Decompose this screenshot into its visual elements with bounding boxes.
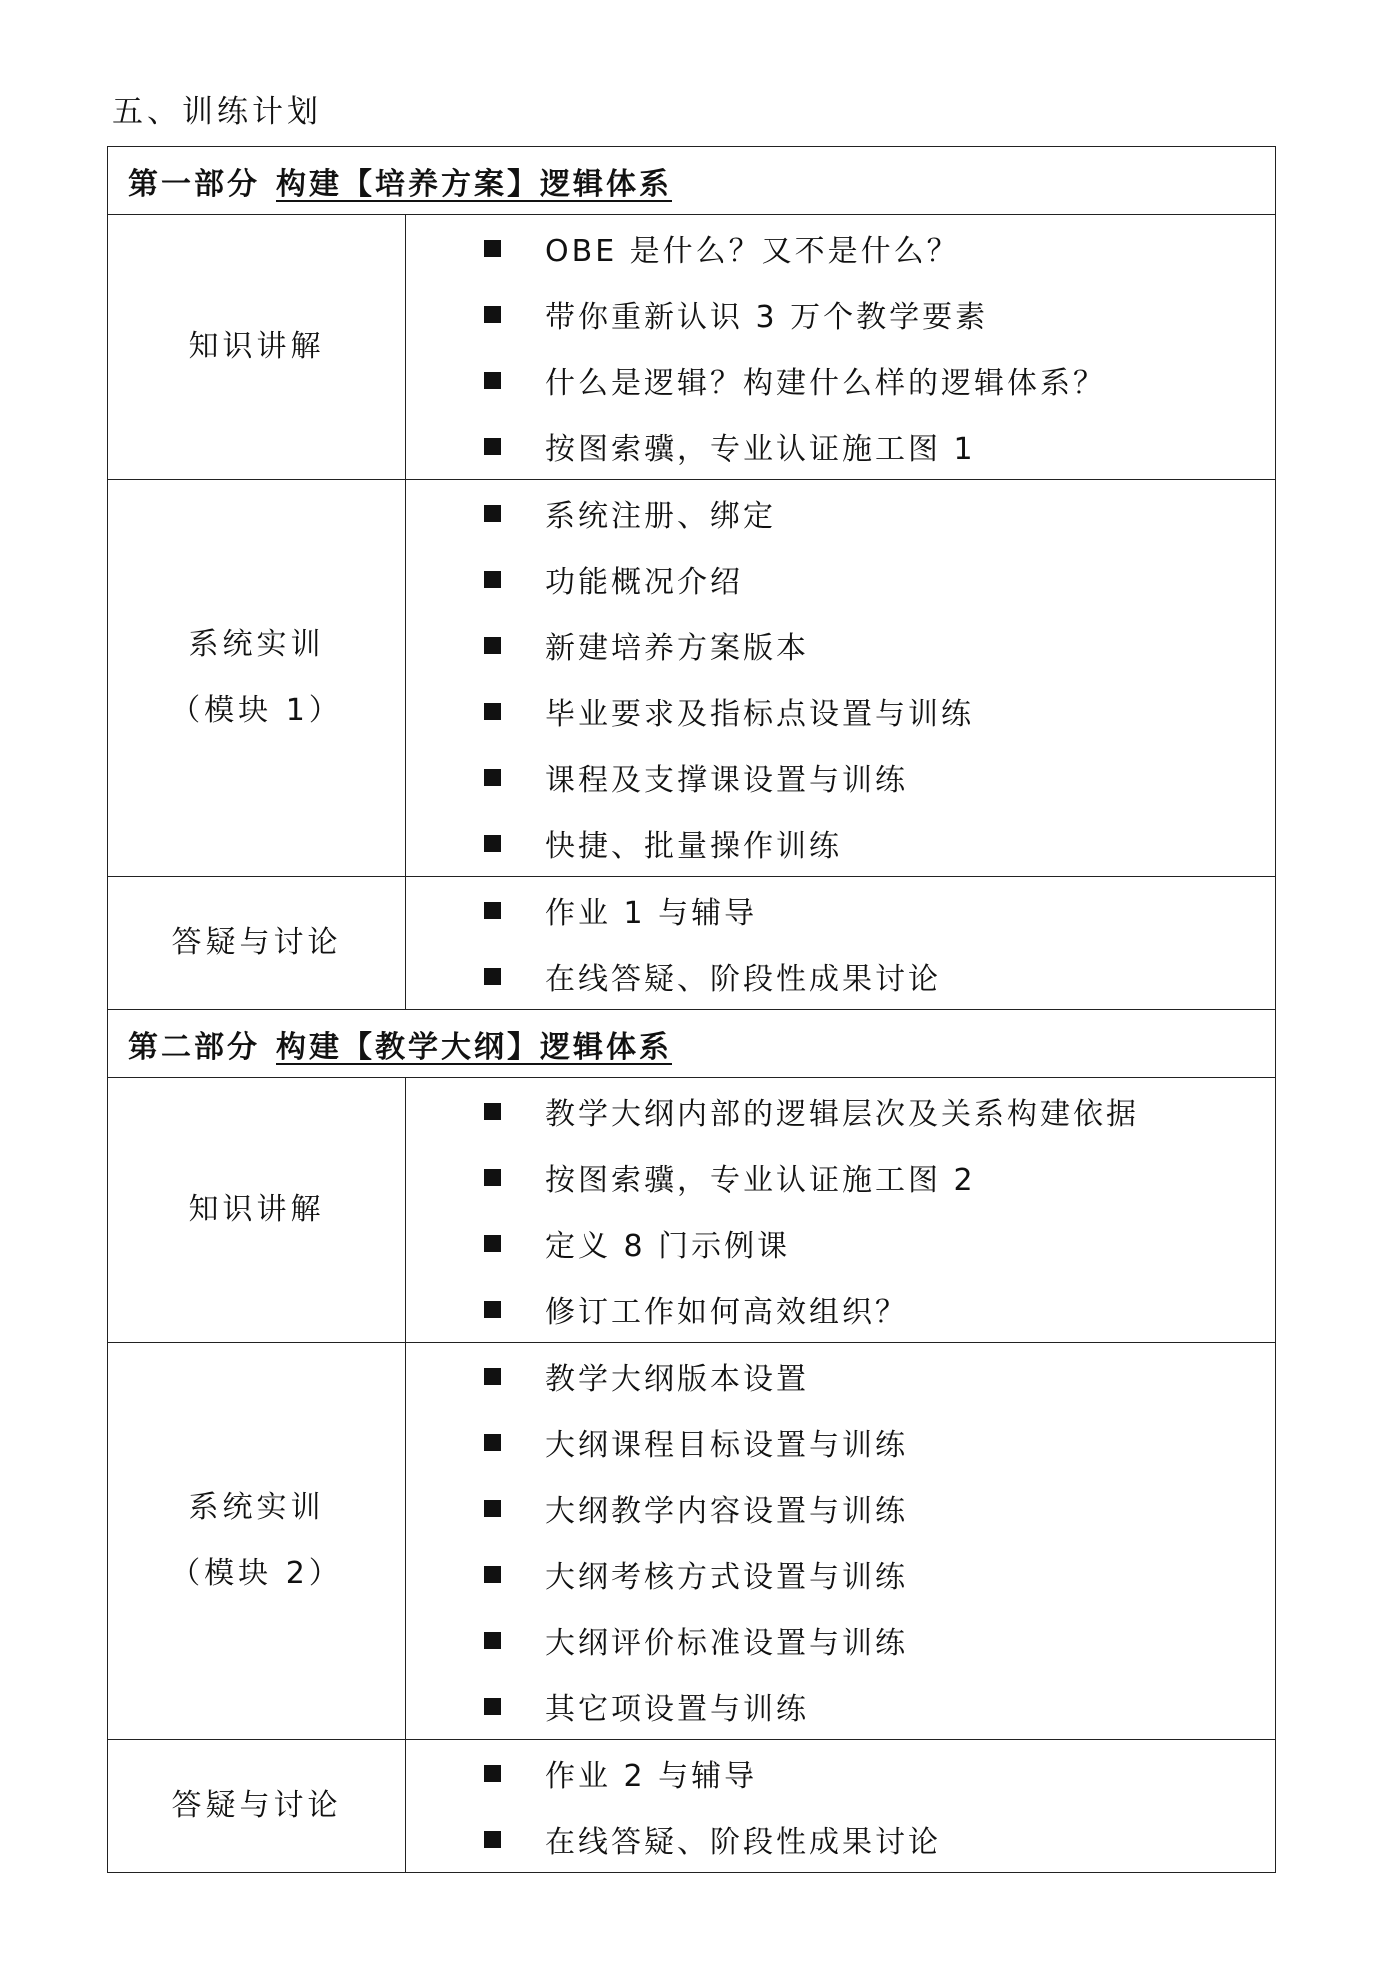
- plan-row: [108, 1343, 1276, 1740]
- list-item: [406, 678, 1275, 744]
- square-bullet-icon: [484, 703, 501, 720]
- list-item-text: 其它项设置与训练: [545, 1692, 809, 1727]
- square-bullet-icon: [484, 1235, 501, 1252]
- square-bullet-icon: [484, 1765, 501, 1782]
- row-label: 知识讲解: [188, 1192, 325, 1227]
- list-item-text: 什么是逻辑？构建什么样的逻辑体系？: [545, 366, 1106, 401]
- list-item: [406, 1409, 1275, 1475]
- row-label: 答疑与讨论: [171, 1788, 342, 1823]
- list-item: [406, 546, 1275, 612]
- list-item: [406, 215, 1275, 281]
- list-item: [406, 877, 1275, 943]
- part-header-row: [108, 1010, 1276, 1078]
- item-list: [406, 1078, 1275, 1342]
- row-items-cell: [406, 1078, 1276, 1343]
- list-item-text: 新建培养方案版本: [545, 631, 809, 666]
- square-bullet-icon: [484, 769, 501, 786]
- list-item: [406, 480, 1275, 546]
- list-item: [406, 1210, 1275, 1276]
- row-label: 答疑与讨论: [171, 925, 342, 960]
- list-item-text: 按图索骥，专业认证施工图 2: [545, 1163, 976, 1198]
- item-list: [406, 215, 1275, 479]
- square-bullet-icon: [484, 902, 501, 919]
- part-name: 第一部分: [128, 166, 260, 202]
- square-bullet-icon: [484, 1169, 501, 1186]
- part-header: [108, 147, 1276, 215]
- row-label: （模块 2）: [170, 1556, 343, 1591]
- square-bullet-icon: [484, 1434, 501, 1451]
- row-label-cell: [108, 215, 406, 480]
- square-bullet-icon: [484, 438, 501, 455]
- list-item-text: 在线答疑、阶段性成果讨论: [545, 1825, 941, 1860]
- list-item: [406, 1475, 1275, 1541]
- row-items-cell: [406, 1343, 1276, 1740]
- list-item: [406, 612, 1275, 678]
- part-name: 第二部分: [128, 1029, 260, 1065]
- list-item-text: 作业 2 与辅导: [545, 1759, 758, 1794]
- plan-row: [108, 215, 1276, 480]
- list-item: [406, 1607, 1275, 1673]
- square-bullet-icon: [484, 1698, 501, 1715]
- list-item: [406, 1343, 1275, 1409]
- row-label-cell: [108, 1740, 406, 1873]
- list-item-text: 修订工作如何高效组织？: [545, 1295, 908, 1330]
- row-label: 系统实训: [188, 1490, 325, 1525]
- row-label-cell: [108, 877, 406, 1010]
- row-label: 系统实训: [188, 627, 325, 662]
- list-item: [406, 1673, 1275, 1739]
- list-item: [406, 347, 1275, 413]
- row-label: 知识讲解: [188, 329, 325, 364]
- part-header-row: [108, 147, 1276, 215]
- list-item-text: OBE 是什么？又不是什么？: [545, 234, 960, 269]
- plan-row: [108, 1740, 1276, 1873]
- plan-row: [108, 877, 1276, 1010]
- list-item-text: 大纲教学内容设置与训练: [545, 1494, 908, 1529]
- list-item-text: 快捷、批量操作训练: [545, 829, 842, 864]
- part-title: 构建【教学大纲】逻辑体系: [276, 1029, 672, 1065]
- square-bullet-icon: [484, 1301, 501, 1318]
- square-bullet-icon: [484, 968, 501, 985]
- row-items-cell: [406, 215, 1276, 480]
- square-bullet-icon: [484, 1103, 501, 1120]
- list-item-text: 在线答疑、阶段性成果讨论: [545, 962, 941, 997]
- item-list: [406, 1740, 1275, 1872]
- square-bullet-icon: [484, 306, 501, 323]
- list-item-text: 毕业要求及指标点设置与训练: [545, 697, 974, 732]
- square-bullet-icon: [484, 1500, 501, 1517]
- list-item: [406, 810, 1275, 876]
- list-item-text: 带你重新认识 3 万个教学要素: [545, 300, 989, 335]
- row-label-cell: [108, 1343, 406, 1740]
- list-item-text: 按图索骥，专业认证施工图 1: [545, 432, 976, 467]
- item-list: [406, 480, 1275, 876]
- list-item-text: 功能概况介绍: [545, 565, 743, 600]
- list-item: [406, 1276, 1275, 1342]
- square-bullet-icon: [484, 1566, 501, 1583]
- part-header: [108, 1010, 1276, 1078]
- row-label: （模块 1）: [170, 693, 343, 728]
- list-item-text: 大纲考核方式设置与训练: [545, 1560, 908, 1595]
- list-item: [406, 1806, 1275, 1872]
- item-list: [406, 1343, 1275, 1739]
- list-item-text: 定义 8 门示例课: [545, 1229, 791, 1264]
- square-bullet-icon: [484, 835, 501, 852]
- list-item-text: 系统注册、绑定: [545, 499, 776, 534]
- list-item: [406, 1078, 1275, 1144]
- square-bullet-icon: [484, 372, 501, 389]
- row-items-cell: [406, 480, 1276, 877]
- section-heading: 五、训练计划: [112, 94, 322, 130]
- plan-row: [108, 1078, 1276, 1343]
- plan-row: [108, 480, 1276, 877]
- square-bullet-icon: [484, 571, 501, 588]
- item-list: [406, 877, 1275, 1009]
- square-bullet-icon: [484, 1831, 501, 1848]
- list-item: [406, 744, 1275, 810]
- training-plan-table: [107, 146, 1276, 1873]
- list-item-text: 教学大纲内部的逻辑层次及关系构建依据: [545, 1097, 1139, 1132]
- list-item-text: 课程及支撑课设置与训练: [545, 763, 908, 798]
- row-label-cell: [108, 1078, 406, 1343]
- list-item: [406, 413, 1275, 479]
- part-title: 构建【培养方案】逻辑体系: [276, 166, 672, 202]
- square-bullet-icon: [484, 637, 501, 654]
- list-item: [406, 1541, 1275, 1607]
- row-items-cell: [406, 1740, 1276, 1873]
- list-item-text: 大纲评价标准设置与训练: [545, 1626, 908, 1661]
- list-item-text: 大纲课程目标设置与训练: [545, 1428, 908, 1463]
- square-bullet-icon: [484, 1368, 501, 1385]
- list-item-text: 教学大纲版本设置: [545, 1362, 809, 1397]
- row-items-cell: [406, 877, 1276, 1010]
- list-item-text: 作业 1 与辅导: [545, 896, 758, 931]
- list-item: [406, 1144, 1275, 1210]
- list-item: [406, 281, 1275, 347]
- row-label-cell: [108, 480, 406, 877]
- list-item: [406, 1740, 1275, 1806]
- square-bullet-icon: [484, 240, 501, 257]
- square-bullet-icon: [484, 505, 501, 522]
- training-plan-body: [108, 147, 1276, 1873]
- square-bullet-icon: [484, 1632, 501, 1649]
- list-item: [406, 943, 1275, 1009]
